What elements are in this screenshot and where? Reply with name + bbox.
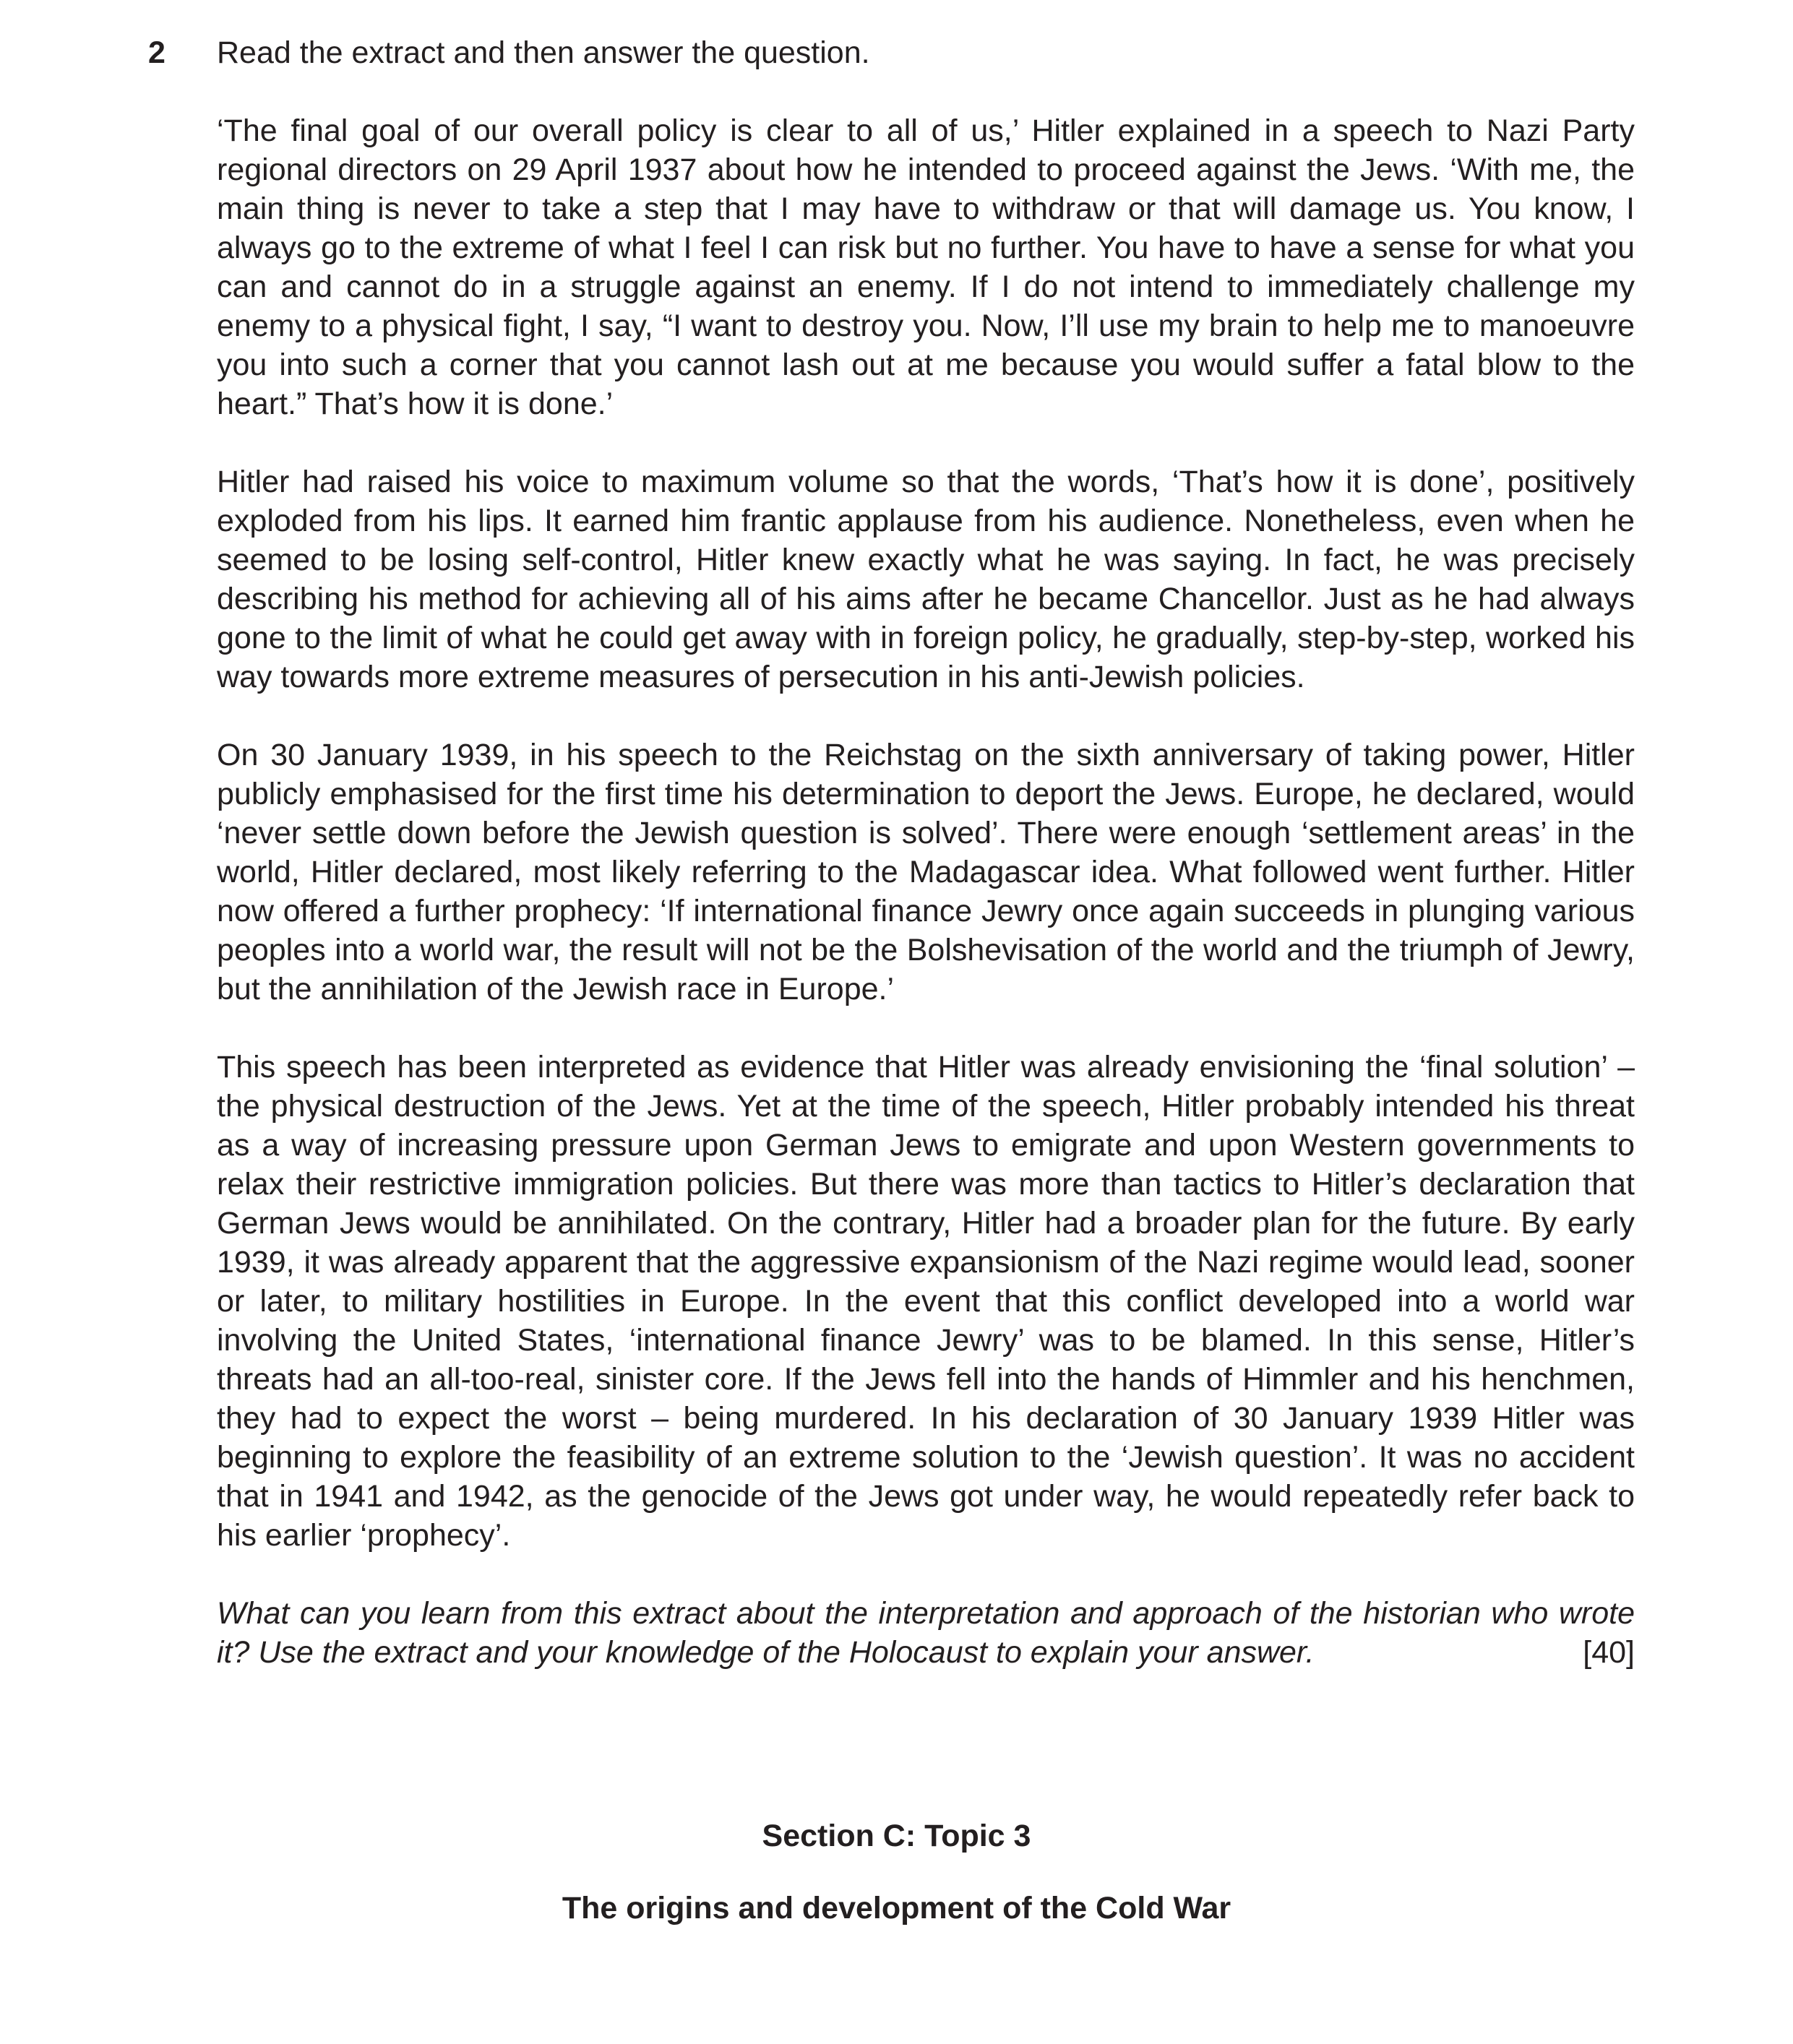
extract-paragraph-1: ‘The final goal of our overall policy is clear to all of us,’ Hitler explained in a speech to Nazi Party regional directors on 29 April 1937 about how he intended to proceed against the Jews. ‘With me, the main thing is never to take a step that I may have to withdraw or that will damage us. You know, I always go to the extreme of what I feel I can risk but no further. You have to have a sense for what you can and cannot do in a struggle against an enemy. If I do not intend to immediately challenge my enemy to a physical fight, I say, “I want to destroy you. Now, I’ll use my brain to help me to manoeuvre you into such a corner that you cannot lash out at me because you would suffer a fatal blow to the heart.” That’s how it is done.’ — [217, 113, 1635, 421]
question-instruction: Read the extract and then answer the question. — [217, 35, 870, 70]
question-marks: [40] — [1583, 1635, 1635, 1670]
question-content — [217, 33, 1635, 1672]
question-prompt-text: What can you learn from this extract about the interpretation and approach of the historian who wrote it? Use the extract and your knowledge of the Holocaust to explain your answer. — [217, 1596, 1635, 1670]
question-number: 2 — [148, 35, 165, 70]
question-prompt — [217, 1594, 1635, 1672]
extract-paragraph-4: This speech has been interpreted as evidence that Hitler was already envisioning the ‘final solution’ – the physical destruction of the Jews. Yet at the time of the speech, Hitler probably intended his threat as a way of increasing pressure upon German Jews to emigrate and upon Western governments to relax their restrictive immigration policies. But there was more than tactics to Hitler’s declaration that German Jews would be annihilated. On the contrary, Hitler had a broader plan for the future. By early 1939, it was already apparent that the aggressive expansionism of the Nazi regime would lead, sooner or later, to military hostilities in Europe. In the event that this conflict developed into a world war involving the United States, ‘international finance Jewry’ was to be blamed. In this sense, Hitler’s threats had an all-too-real, sinister core. If the Jews fell into the hands of Himmler and his henchmen, they had to expect the worst – being murdered. In his declaration of 30 January 1939 Hitler was beginning to explore the feasibility of an extreme solution to the ‘Jewish question’. It was no accident that in 1941 and 1942, as the genocide of the Jews got under way, he would repeatedly refer back to his earlier ‘prophecy’. — [217, 1050, 1635, 1553]
extract-paragraph-3: On 30 January 1939, in his speech to the Reichstag on the sixth anniversary of taking power, Hitler publicly emphasised for the first time his determination to deport the Jews. Europe, he declared, would ‘never settle down before the Jewish question is solved’. There were enough ‘settlement areas’ in the world, Hitler declared, most likely referring to the Madagascar idea. What followed went further. Hitler now offered a further prophecy: ‘If international finance Jewry once again succeeds in plunging various peoples into a world war, the result will not be the Bolshevisation of the world and the triumph of Jewry, but the annihilation of the Jewish race in Europe.’ — [217, 738, 1635, 1006]
extract-paragraph-2: Hitler had raised his voice to maximum volume so that the words, ‘That’s how it is done’, positively exploded from his lips. It earned him frantic applause from his audience. Nonetheless, even when he seemed to be losing self-control, Hitler knew exactly what he was saying. In fact, he was precisely describing his method for achieving all of his aims after he became Chancellor. Just as he had always gone to the limit of what he could get away with in foreign policy, he gradually, step-by-step, worked his way towards more extreme measures of persecution in his anti-Jewish policies. — [217, 465, 1635, 694]
section-heading: Section C: Topic 3 — [762, 1819, 1031, 1853]
topic-title: The origins and development of the Cold War — [562, 1891, 1231, 1926]
